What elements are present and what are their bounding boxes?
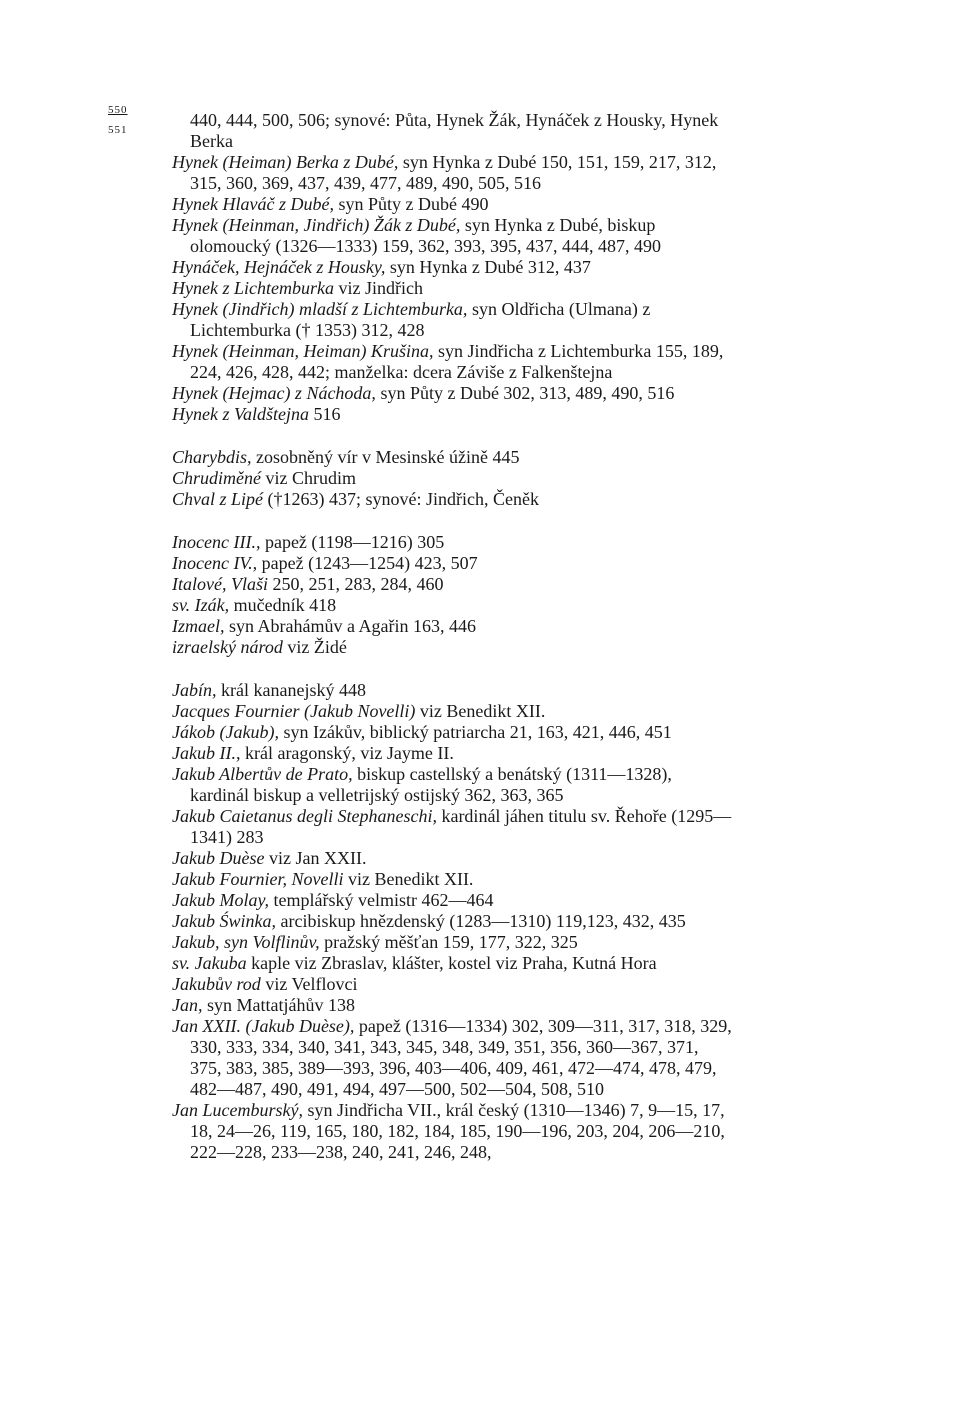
index-entry — [172, 974, 732, 995]
entry-heading: Jakub, syn Volflinův, — [172, 932, 320, 952]
entry-text: 516 — [308, 404, 341, 424]
entry-text: viz Velflovci — [260, 974, 358, 994]
entry-heading: Jakub Duèse — [172, 848, 265, 868]
entry-text: mučedník 418 — [229, 595, 337, 615]
page-number-right: 551 — [108, 124, 128, 136]
entry-heading: Charybdis, — [172, 447, 252, 467]
entry-text: viz Benedikt XII. — [343, 869, 474, 889]
entry-text: král aragonský, viz Jayme II. — [240, 743, 454, 763]
entry-text: syn Hynka z Dubé, biskup olomoucký (1326—1333) 159, 362, 393, 395, 437, 444, 487, 490 — [190, 215, 661, 256]
entry-heading: sv. Izák, — [172, 595, 230, 615]
entry-text: syn Mattatjáhův 138 — [202, 995, 355, 1015]
index-entry — [172, 890, 732, 911]
index-entry — [172, 404, 732, 425]
entry-heading: Jakub Albertův de Prato, — [172, 764, 353, 784]
entry-heading: Hynek (Heiman) Berka z Dubé, — [172, 152, 399, 172]
index-entry — [172, 616, 732, 637]
entry-heading: Hynáček, Hejnáček z Housky, — [172, 257, 386, 277]
index-entry — [172, 341, 732, 383]
entry-text: syn Hynka z Dubé 150, 151, 159, 217, 312, 315, 360, 369, 437, 439, 477, 489, 490, 505, 516 — [190, 152, 717, 193]
index-entry — [172, 1016, 732, 1100]
entry-heading: Jan, — [172, 995, 203, 1015]
entry-text: viz Benedikt XII. — [415, 701, 546, 721]
entry-heading: Hynek (Hejmac) z Náchoda, — [172, 383, 376, 403]
index-entry — [172, 595, 732, 616]
entry-heading: Inocenc III., — [172, 532, 261, 552]
entry-text: viz Jindřich — [333, 278, 423, 298]
index-entry — [172, 489, 732, 510]
index-entry — [172, 722, 732, 743]
entry-heading: Jan Lucemburský, — [172, 1100, 303, 1120]
entry-text: papež (1198—1216) 305 — [260, 532, 445, 552]
entry-heading: Jakub Caietanus degli Stephaneschi, — [172, 806, 437, 826]
entry-heading: Jan XXII. (Jakub Duèse), — [172, 1016, 355, 1036]
entry-heading: Jakub Świnka, — [172, 911, 276, 931]
entry-heading: Hynek z Lichtemburka — [172, 278, 334, 298]
group-gap — [172, 658, 732, 680]
entry-heading: Jakub Fournier, Novelli — [172, 869, 344, 889]
index-entry — [172, 194, 732, 215]
entry-heading: Chval z Lipé — [172, 489, 264, 509]
index-entry — [172, 383, 732, 404]
index-entry — [172, 911, 732, 932]
entry-heading: Hynek (Heinman, Jindřich) Žák z Dubé, — [172, 215, 461, 235]
entry-text: král kananejský 448 — [216, 680, 366, 700]
entry-text: papež (1316—1334) 302, 309—311, 317, 318, 329, 330, 333, 334, 340, 341, 343, 345, 348, 349, 351, 356, 360—367, 371, 375, 383, 385, 389—393, 396, 403—406, 409, 461, 472—474, 478, 479, 482—487, 490, 491, 494, 497—500, 502—504, 508, 510 — [190, 1016, 732, 1099]
index-entry — [172, 215, 732, 257]
entry-text: templářský velmistr 462—464 — [268, 890, 494, 910]
entry-text: syn Oldřicha (Ulmana) z Lichtemburka († 1353) 312, 428 — [190, 299, 651, 340]
index-entry — [172, 447, 732, 468]
index-entry — [172, 701, 732, 722]
entry-text: viz Jan XXII. — [264, 848, 367, 868]
entry-heading: Jacques Fournier (Jakub Novelli) — [172, 701, 416, 721]
index-entry — [172, 110, 732, 152]
index-entry — [172, 152, 732, 194]
entry-heading: Hynek (Jindřich) mladší z Lichtemburka, — [172, 299, 468, 319]
entry-heading: Chrudiměné — [172, 468, 261, 488]
index-entry — [172, 764, 732, 806]
index-entry — [172, 806, 732, 848]
entry-text: syn Abrahámův a Agařin 163, 446 — [224, 616, 476, 636]
entry-text: viz Židé — [282, 637, 347, 657]
index-entry — [172, 468, 732, 489]
entry-text: viz Chrudim — [261, 468, 356, 488]
entry-text: syn Izákův, biblický patriarcha 21, 163, 421, 446, 451 — [278, 722, 672, 742]
index-entry — [172, 680, 732, 701]
index-entry — [172, 743, 732, 764]
index-entry — [172, 995, 732, 1016]
entry-heading: Hynek Hlaváč z Dubé, — [172, 194, 334, 214]
entry-heading: sv. Jakuba — [172, 953, 247, 973]
index-entry — [172, 553, 732, 574]
entry-heading: Jakub Molay, — [172, 890, 269, 910]
entry-heading: izraelský národ — [172, 637, 283, 657]
index-entry — [172, 257, 732, 278]
entry-text: syn Půty z Dubé 302, 313, 489, 490, 516 — [375, 383, 675, 403]
index-entry — [172, 848, 732, 869]
entry-text: syn Hynka z Dubé 312, 437 — [385, 257, 591, 277]
entry-text: biskup castellský a benátský (1311—1328), kardinál biskup a velletrijský ostijský 362, 363, 365 — [190, 764, 672, 805]
entry-heading: Jákob (Jakub), — [172, 722, 279, 742]
entry-heading: Jabín, — [172, 680, 217, 700]
entry-heading: Jakubův rod — [172, 974, 261, 994]
index-body — [172, 110, 732, 1163]
entry-heading: Jakub II., — [172, 743, 241, 763]
entry-text: zosobněný vír v Mesinské úžině 445 — [251, 447, 520, 467]
entry-heading: Italové, Vlaši — [172, 574, 268, 594]
entry-text: 250, 251, 283, 284, 460 — [267, 574, 444, 594]
group-gap — [172, 510, 732, 532]
index-entry — [172, 278, 732, 299]
index-entry — [172, 532, 732, 553]
index-entry — [172, 574, 732, 595]
entry-text: kaple viz Zbraslav, klášter, kostel viz Praha, Kutná Hora — [246, 953, 657, 973]
page-number-left: 550 — [108, 104, 128, 116]
entry-heading: Inocenc IV., — [172, 553, 258, 573]
entry-heading: Hynek (Heinman, Heiman) Krušina, — [172, 341, 434, 361]
index-entry — [172, 869, 732, 890]
index-entry — [172, 953, 732, 974]
entry-text: syn Půty z Dubé 490 — [333, 194, 489, 214]
entry-heading: Izmael, — [172, 616, 225, 636]
entry-text: (†1263) 437; synové: Jindřich, Čeněk — [263, 489, 539, 509]
entry-heading: Hynek z Valdštejna — [172, 404, 309, 424]
index-entry — [172, 1100, 732, 1163]
entry-text: pražský měšťan 159, 177, 322, 325 — [319, 932, 578, 952]
entry-text: 440, 444, 500, 506; synové: Půta, Hynek Žák, Hynáček z Housky, Hynek Berka — [190, 110, 719, 151]
index-entry — [172, 932, 732, 953]
index-entry — [172, 637, 732, 658]
entry-text: syn Jindřicha VII., král český (1310—1346) 7, 9—15, 17, 18, 24—26, 119, 165, 180, 182, 184, 185, 190—196, 203, 204, 206—210, 222—228, 233—238, 240, 241, 246, 248, — [190, 1100, 725, 1162]
group-gap — [172, 425, 732, 447]
entry-text: kardinál jáhen titulu sv. Řehoře (1295—1341) 283 — [190, 806, 732, 847]
entry-text: arcibiskup hnězdenský (1283—1310) 119,123, 432, 435 — [275, 911, 686, 931]
index-entry — [172, 299, 732, 341]
entry-text: papež (1243—1254) 423, 507 — [257, 553, 478, 573]
entry-text: syn Jindřicha z Lichtemburka 155, 189, 224, 426, 428, 442; manželka: dcera Záviše z Falkenštejna — [190, 341, 724, 382]
